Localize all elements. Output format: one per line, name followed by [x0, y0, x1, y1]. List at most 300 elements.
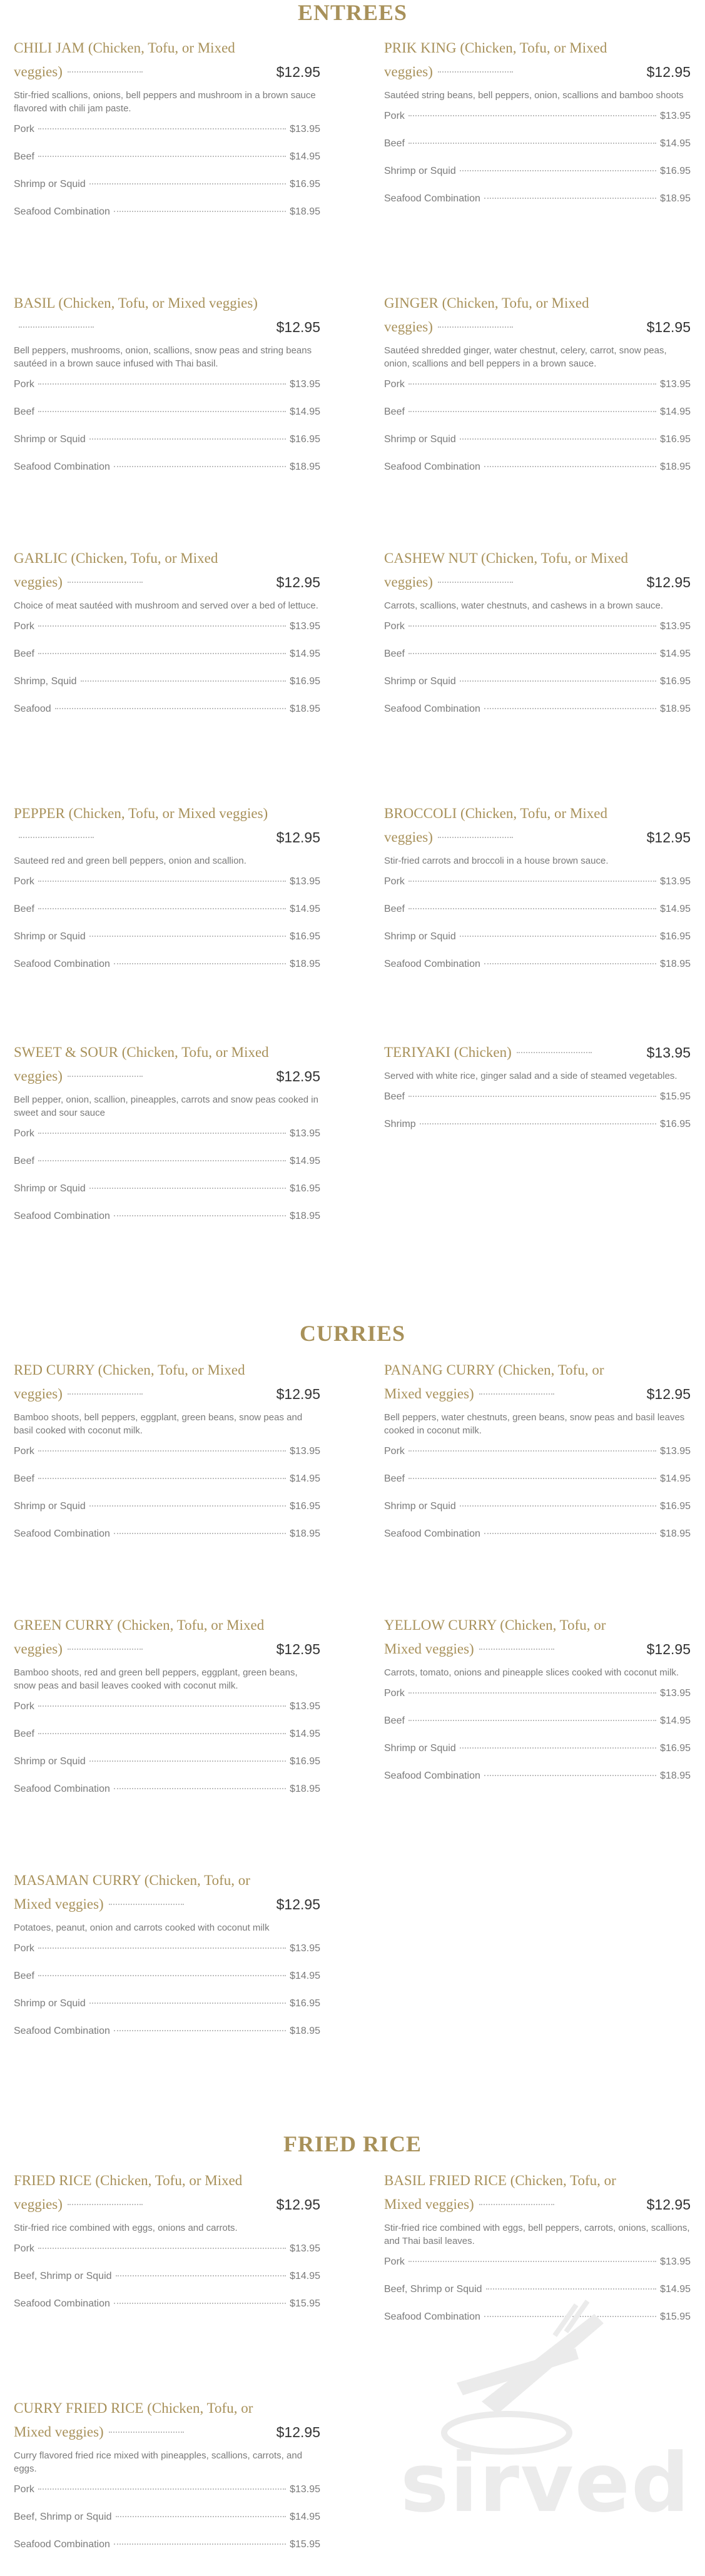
option-price: $13.95 — [290, 621, 320, 632]
menu-item-prik-king — [384, 36, 691, 221]
option-row — [384, 1501, 691, 1528]
option-row — [384, 1688, 691, 1715]
option-label: Shrimp or Squid — [14, 1756, 86, 1767]
option-row — [384, 1091, 691, 1119]
option-price: $15.95 — [660, 2311, 691, 2322]
option-row — [14, 1729, 320, 1756]
option-row — [384, 704, 691, 731]
dotted-leader — [38, 1160, 286, 1161]
item-price: $12.95 — [276, 1896, 320, 1912]
dotted-leader — [408, 411, 656, 412]
option-row — [14, 2539, 320, 2567]
option-label: Seafood Combination — [14, 2026, 110, 2036]
option-label: Pork — [384, 1446, 405, 1457]
dotted-leader — [479, 2204, 554, 2205]
item-header — [384, 1041, 691, 1064]
option-row — [14, 379, 320, 407]
option-price: $16.95 — [660, 434, 691, 445]
item-price: $12.95 — [646, 829, 691, 846]
menu-item-cashew-nut — [384, 547, 691, 731]
dotted-leader — [460, 170, 656, 171]
option-price: $13.95 — [660, 2256, 691, 2267]
dotted-leader — [408, 653, 656, 654]
option-row — [14, 621, 320, 649]
option-row — [14, 2271, 320, 2298]
dotted-leader — [479, 1393, 554, 1395]
option-price: $16.95 — [290, 434, 320, 445]
option-label: Beef — [14, 1473, 34, 1484]
dotted-leader — [55, 708, 286, 709]
option-label: Shrimp or Squid — [384, 434, 456, 445]
option-row — [384, 166, 691, 193]
menu-item-masaman-curry — [14, 1869, 320, 2053]
option-label: Shrimp or Squid — [384, 1501, 456, 1512]
dotted-leader — [408, 383, 656, 385]
dotted-leader — [38, 653, 286, 654]
option-price: $14.95 — [290, 904, 320, 914]
option-price: $18.95 — [290, 1784, 320, 1794]
option-row — [384, 676, 691, 704]
dotted-leader — [89, 2003, 286, 2004]
option-price: $16.95 — [290, 931, 320, 942]
item-description: Sautéed shredded ginger, water chestnut, celery, carrot, snow peas, onion, scallions and bell peppers in a brown sauce. — [384, 345, 667, 369]
option-price: $16.95 — [660, 1743, 691, 1754]
dotted-leader — [19, 837, 94, 838]
item-name: GREEN CURRY (Chicken, Tofu, or Mixed veggies) — [14, 1617, 265, 1657]
option-price: $13.95 — [290, 1943, 320, 1954]
option-label: Seafood Combination — [384, 959, 480, 969]
option-price: $14.95 — [290, 1729, 320, 1739]
dotted-leader — [114, 466, 286, 467]
option-price: $13.95 — [290, 124, 320, 134]
option-row — [384, 649, 691, 676]
option-price: $13.95 — [290, 876, 320, 887]
option-row — [384, 407, 691, 434]
option-label: Seafood Combination — [14, 206, 110, 217]
item-name: BASIL FRIED RICE (Chicken, Tofu, or Mixed veggies) — [384, 2173, 616, 2212]
item-price: $12.95 — [276, 2196, 320, 2213]
menu-item-teriyaki — [384, 1041, 691, 1146]
option-label: Shrimp, Squid — [14, 676, 77, 687]
option-label: Beef — [14, 1156, 34, 1166]
dotted-leader — [114, 963, 286, 964]
item-description: Stir-fried carrots and broccoli in a house brown sauce. — [384, 856, 609, 866]
option-label: Pork — [384, 379, 405, 390]
dotted-leader — [38, 1133, 286, 1134]
item-options — [14, 1128, 320, 1238]
option-row — [14, 462, 320, 489]
menu-item-panang-curry — [384, 1358, 691, 1556]
item-header — [14, 802, 320, 849]
dotted-leader — [408, 115, 656, 116]
item-description: Stir-fried rice combined with eggs, onions and carrots. — [14, 2223, 238, 2233]
option-row — [384, 1770, 691, 1798]
option-row — [14, 2026, 320, 2053]
option-price: $15.95 — [290, 2298, 320, 2309]
option-label: Beef, Shrimp or Squid — [384, 2284, 482, 2295]
section-title-fried-rice: FRIED RICE — [283, 2131, 422, 2156]
option-row — [14, 904, 320, 931]
item-description: Bell peppers, water chestnuts, green beans, snow peas and basil leaves cooked in coconut milk. — [384, 1412, 685, 1436]
dotted-leader — [408, 1692, 656, 1694]
dotted-leader — [479, 1649, 554, 1650]
item-description: Bell peppers, mushrooms, onion, scallions, snow peas and string beans sautéed in a brown sauce infused with Thai basil. — [14, 345, 312, 369]
item-price: $13.95 — [646, 1044, 691, 1061]
option-label: Beef — [384, 138, 405, 149]
option-label: Beef — [14, 1971, 34, 1981]
option-price: $13.95 — [290, 379, 320, 390]
dotted-leader — [38, 156, 286, 157]
option-label: Beef — [384, 1473, 405, 1484]
item-options — [14, 2243, 320, 2326]
option-price: $16.95 — [290, 676, 320, 687]
option-label: Shrimp or Squid — [14, 931, 86, 942]
option-label: Shrimp or Squid — [14, 434, 86, 445]
option-price: $14.95 — [290, 1156, 320, 1166]
option-label: Seafood Combination — [384, 193, 480, 204]
item-options — [14, 2484, 320, 2567]
option-label: Beef — [384, 407, 405, 417]
option-label: Pork — [384, 876, 405, 887]
option-label: Shrimp or Squid — [14, 179, 86, 189]
item-name: CASHEW NUT (Chicken, Tofu, or Mixed veggies) — [384, 550, 629, 590]
item-name: SWEET & SOUR (Chicken, Tofu, or Mixed veggies) — [14, 1044, 269, 1084]
option-label: Beef — [14, 1729, 34, 1739]
item-header — [14, 2169, 320, 2216]
option-row — [14, 1756, 320, 1784]
item-price: $12.95 — [276, 574, 320, 590]
item-name: MASAMAN CURRY (Chicken, Tofu, or Mixed veggies) — [14, 1872, 250, 1912]
dotted-leader — [460, 1505, 656, 1507]
item-options — [14, 1701, 320, 1811]
option-price: $16.95 — [290, 179, 320, 189]
option-label: Pork — [384, 621, 405, 632]
dotted-leader — [38, 1450, 286, 1452]
option-label: Beef — [384, 1091, 405, 1102]
option-row — [14, 1501, 320, 1528]
option-label: Pork — [384, 111, 405, 121]
item-description: Bell pepper, onion, scallion, pineapples, carrots and snow peas cooked in sweet and sour sauce — [14, 1094, 318, 1118]
option-price: $16.95 — [290, 1756, 320, 1767]
option-label: Pork — [14, 1701, 34, 1712]
dotted-leader — [89, 1188, 286, 1189]
dotted-leader — [68, 582, 143, 583]
item-header — [384, 291, 691, 339]
option-price: $18.95 — [290, 1528, 320, 1539]
option-row — [14, 434, 320, 462]
menu-item-red-curry — [14, 1358, 320, 1556]
option-price: $16.95 — [290, 1998, 320, 2009]
option-price: $13.95 — [660, 1446, 691, 1457]
option-label: Beef, Shrimp or Squid — [14, 2512, 112, 2522]
dotted-leader — [484, 466, 656, 467]
section-title-entrees: ENTREES — [297, 0, 408, 25]
item-name: CURRY FRIED RICE (Chicken, Tofu, or Mixed veggies) — [14, 2400, 253, 2440]
dotted-leader — [408, 1450, 656, 1452]
option-label: Pork — [14, 876, 34, 887]
option-row — [384, 434, 691, 462]
dotted-leader — [408, 625, 656, 627]
watermark-logo-text: sirved — [400, 2435, 691, 2530]
option-label: Shrimp or Squid — [14, 1183, 86, 1194]
option-row — [384, 959, 691, 986]
dotted-leader — [460, 680, 656, 682]
option-label: Shrimp or Squid — [14, 1998, 86, 2009]
option-row — [384, 138, 691, 166]
option-label: Pork — [14, 379, 34, 390]
item-options — [14, 621, 320, 731]
option-label: Seafood Combination — [384, 1770, 480, 1781]
option-row — [384, 931, 691, 959]
item-options — [384, 111, 691, 221]
option-row — [14, 931, 320, 959]
menu-item-yellow-curry — [384, 1614, 691, 1798]
option-label: Seafood Combination — [384, 1528, 480, 1539]
item-price: $12.95 — [276, 2424, 320, 2440]
option-label: Seafood Combination — [384, 462, 480, 472]
dotted-leader — [408, 1720, 656, 1721]
item-options — [384, 1091, 691, 1146]
option-row — [384, 379, 691, 407]
option-price: $16.95 — [660, 166, 691, 176]
option-row — [14, 1701, 320, 1729]
dotted-leader — [116, 2516, 287, 2517]
option-price: $14.95 — [290, 2512, 320, 2522]
option-row — [14, 2484, 320, 2512]
dotted-leader — [408, 1096, 656, 1097]
dotted-leader — [114, 1215, 286, 1216]
item-header — [14, 547, 320, 594]
option-price: $16.95 — [290, 1183, 320, 1194]
option-row — [384, 2256, 691, 2284]
option-row — [14, 2512, 320, 2539]
dotted-leader — [38, 1733, 286, 1734]
option-price: $13.95 — [660, 379, 691, 390]
option-row — [14, 1156, 320, 1183]
option-row — [14, 1971, 320, 1998]
option-price: $16.95 — [660, 931, 691, 942]
dotted-leader — [408, 2261, 656, 2262]
item-name: GINGER (Chicken, Tofu, or Mixed veggies) — [384, 295, 589, 335]
item-description: Bamboo shoots, bell peppers, eggplant, green beans, snow peas and basil cooked with coconut milk. — [14, 1412, 303, 1436]
option-price: $13.95 — [660, 621, 691, 632]
option-label: Shrimp or Squid — [384, 1743, 456, 1754]
item-description: Sauteed red and green bell peppers, onion and scallion. — [14, 856, 246, 866]
item-description: Bamboo shoots, red and green bell peppers, eggplant, green beans, snow peas and basil leaves cooked with coconut milk. — [14, 1667, 298, 1691]
option-price: $16.95 — [660, 1119, 691, 1129]
option-price: $14.95 — [660, 1473, 691, 1484]
section-title-curries: CURRIES — [299, 1321, 406, 1346]
item-price: $12.95 — [646, 64, 691, 80]
dotted-leader — [68, 71, 143, 73]
item-description: Served with white rice, ginger salad and a side of steamed vegetables. — [384, 1071, 677, 1081]
option-label: Pork — [14, 621, 34, 632]
dotted-leader — [38, 1947, 286, 1949]
item-header — [384, 547, 691, 594]
item-name: BASIL (Chicken, Tofu, or Mixed veggies) — [14, 291, 270, 339]
menu-item-green-curry — [14, 1614, 320, 1811]
option-row — [14, 1943, 320, 1971]
item-price: $12.95 — [646, 319, 691, 335]
option-price: $18.95 — [290, 704, 320, 714]
menu-item-garlic — [14, 547, 320, 731]
option-label: Shrimp or Squid — [384, 676, 456, 687]
option-price: $14.95 — [660, 904, 691, 914]
item-options — [384, 1446, 691, 1556]
item-name: RED CURRY (Chicken, Tofu, or Mixed veggies) — [14, 1362, 245, 1402]
item-header — [14, 2397, 320, 2444]
item-header — [14, 1041, 320, 1088]
item-header — [14, 36, 320, 84]
option-price: $15.95 — [660, 1091, 691, 1102]
item-price: $12.95 — [276, 829, 320, 846]
option-price: $13.95 — [290, 1128, 320, 1139]
dotted-leader — [89, 1760, 286, 1762]
dotted-leader — [68, 1393, 143, 1395]
option-row — [384, 621, 691, 649]
option-price: $14.95 — [660, 2284, 691, 2295]
item-description: Stir-fried scallions, onions, bell peppers and mushroom in a brown sauce flavored with chili jam paste. — [14, 90, 316, 114]
option-price: $18.95 — [290, 2026, 320, 2036]
option-row — [14, 676, 320, 704]
dotted-leader — [68, 1076, 143, 1077]
option-row — [14, 1528, 320, 1556]
option-price: $14.95 — [660, 407, 691, 417]
option-row — [384, 1446, 691, 1473]
option-label: Pork — [14, 1943, 34, 1954]
dotted-leader — [19, 326, 94, 328]
option-price: $15.95 — [290, 2539, 320, 2550]
option-price: $14.95 — [290, 1971, 320, 1981]
option-price: $14.95 — [290, 2271, 320, 2281]
item-header — [14, 1614, 320, 1661]
dotted-leader — [109, 1904, 184, 1905]
item-header — [14, 1358, 320, 1406]
option-price: $18.95 — [290, 1211, 320, 1221]
option-row — [14, 407, 320, 434]
item-name: PRIK KING (Chicken, Tofu, or Mixed veggies) — [384, 40, 607, 79]
option-label: Shrimp or Squid — [384, 931, 456, 942]
dotted-leader — [38, 128, 286, 129]
option-price: $13.95 — [290, 1701, 320, 1712]
option-label: Pork — [14, 124, 34, 134]
option-price: $18.95 — [660, 462, 691, 472]
option-row — [14, 876, 320, 904]
item-name: PEPPER (Chicken, Tofu, or Mixed veggies) — [14, 802, 270, 849]
option-row — [14, 649, 320, 676]
option-label: Pork — [14, 2243, 34, 2254]
dotted-leader — [68, 2204, 143, 2205]
option-price: $14.95 — [290, 649, 320, 659]
option-row — [384, 876, 691, 904]
dotted-leader — [38, 1705, 286, 1707]
option-label: Seafood Combination — [384, 2311, 480, 2322]
item-name: PANANG CURRY (Chicken, Tofu, or Mixed veggies) — [384, 1362, 604, 1402]
item-price: $12.95 — [276, 1386, 320, 1402]
item-header — [384, 802, 691, 849]
dotted-leader — [38, 2248, 286, 2249]
dotted-leader — [438, 837, 513, 838]
option-label: Beef — [384, 1715, 405, 1726]
option-label: Beef — [14, 407, 34, 417]
dotted-leader — [420, 1123, 656, 1124]
dotted-leader — [484, 198, 656, 199]
option-label: Pork — [384, 1688, 405, 1699]
option-label: Seafood Combination — [14, 1211, 110, 1221]
item-options — [384, 621, 691, 731]
option-price: $18.95 — [660, 1528, 691, 1539]
option-price: $18.95 — [660, 959, 691, 969]
dotted-leader — [89, 438, 286, 440]
option-label: Pork — [14, 1446, 34, 1457]
dotted-leader — [438, 71, 513, 73]
item-price: $12.95 — [276, 1641, 320, 1657]
item-header — [384, 1358, 691, 1406]
item-description: Carrots, scallions, water chestnuts, and cashews in a brown sauce. — [384, 600, 664, 611]
option-row — [14, 124, 320, 151]
option-row — [14, 151, 320, 179]
dotted-leader — [408, 143, 656, 144]
option-price: $14.95 — [660, 1715, 691, 1726]
item-options — [14, 876, 320, 986]
option-row — [14, 1128, 320, 1156]
option-row — [384, 111, 691, 138]
dotted-leader — [484, 1775, 656, 1776]
menu-item-chili-jam — [14, 36, 320, 234]
option-price: $14.95 — [290, 1473, 320, 1484]
menu-item-curry-fried-rice — [14, 2397, 320, 2567]
dotted-leader — [114, 2030, 286, 2031]
dotted-leader — [89, 183, 286, 184]
option-label: Pork — [14, 2484, 34, 2495]
option-row — [14, 179, 320, 206]
option-label: Seafood Combination — [14, 1784, 110, 1794]
dotted-leader — [114, 1788, 286, 1789]
option-label: Seafood Combination — [14, 2298, 110, 2309]
option-row — [384, 193, 691, 221]
option-label: Beef — [14, 649, 34, 659]
menu-item-broccoli — [384, 802, 691, 986]
item-options — [384, 876, 691, 986]
dotted-leader — [116, 2275, 287, 2276]
menu-item-sweet-sour — [14, 1041, 320, 1238]
menu-item-pepper — [14, 802, 320, 986]
dotted-leader — [114, 2543, 286, 2545]
dotted-leader — [484, 1533, 656, 1534]
dotted-leader — [438, 326, 513, 328]
option-row — [384, 1473, 691, 1501]
item-description: Sautéed string beans, bell peppers, onion, scallions and bamboo shoots — [384, 90, 684, 101]
option-price: $14.95 — [290, 151, 320, 162]
item-description: Potatoes, peanut, onion and carrots cooked with coconut milk — [14, 1922, 270, 1933]
option-price: $13.95 — [660, 876, 691, 887]
item-description: Curry flavored fried rice mixed with pineapples, scallions, carrots, and eggs. — [14, 2450, 303, 2474]
option-row — [14, 1784, 320, 1811]
option-label: Seafood — [14, 704, 51, 714]
option-row — [384, 1528, 691, 1556]
option-label: Beef — [384, 904, 405, 914]
dotted-leader — [38, 383, 286, 385]
dotted-leader — [38, 1975, 286, 1976]
option-price: $14.95 — [660, 649, 691, 659]
menu-item-ginger — [384, 291, 691, 489]
option-price: $14.95 — [660, 138, 691, 149]
option-label: Seafood Combination — [384, 704, 480, 714]
item-header — [384, 2169, 691, 2216]
dotted-leader — [114, 211, 286, 212]
option-price: $16.95 — [660, 676, 691, 687]
item-description: Stir-fried rice combined with eggs, bell peppers, carrots, onions, scallions, and Thai basil leaves. — [384, 2223, 690, 2246]
